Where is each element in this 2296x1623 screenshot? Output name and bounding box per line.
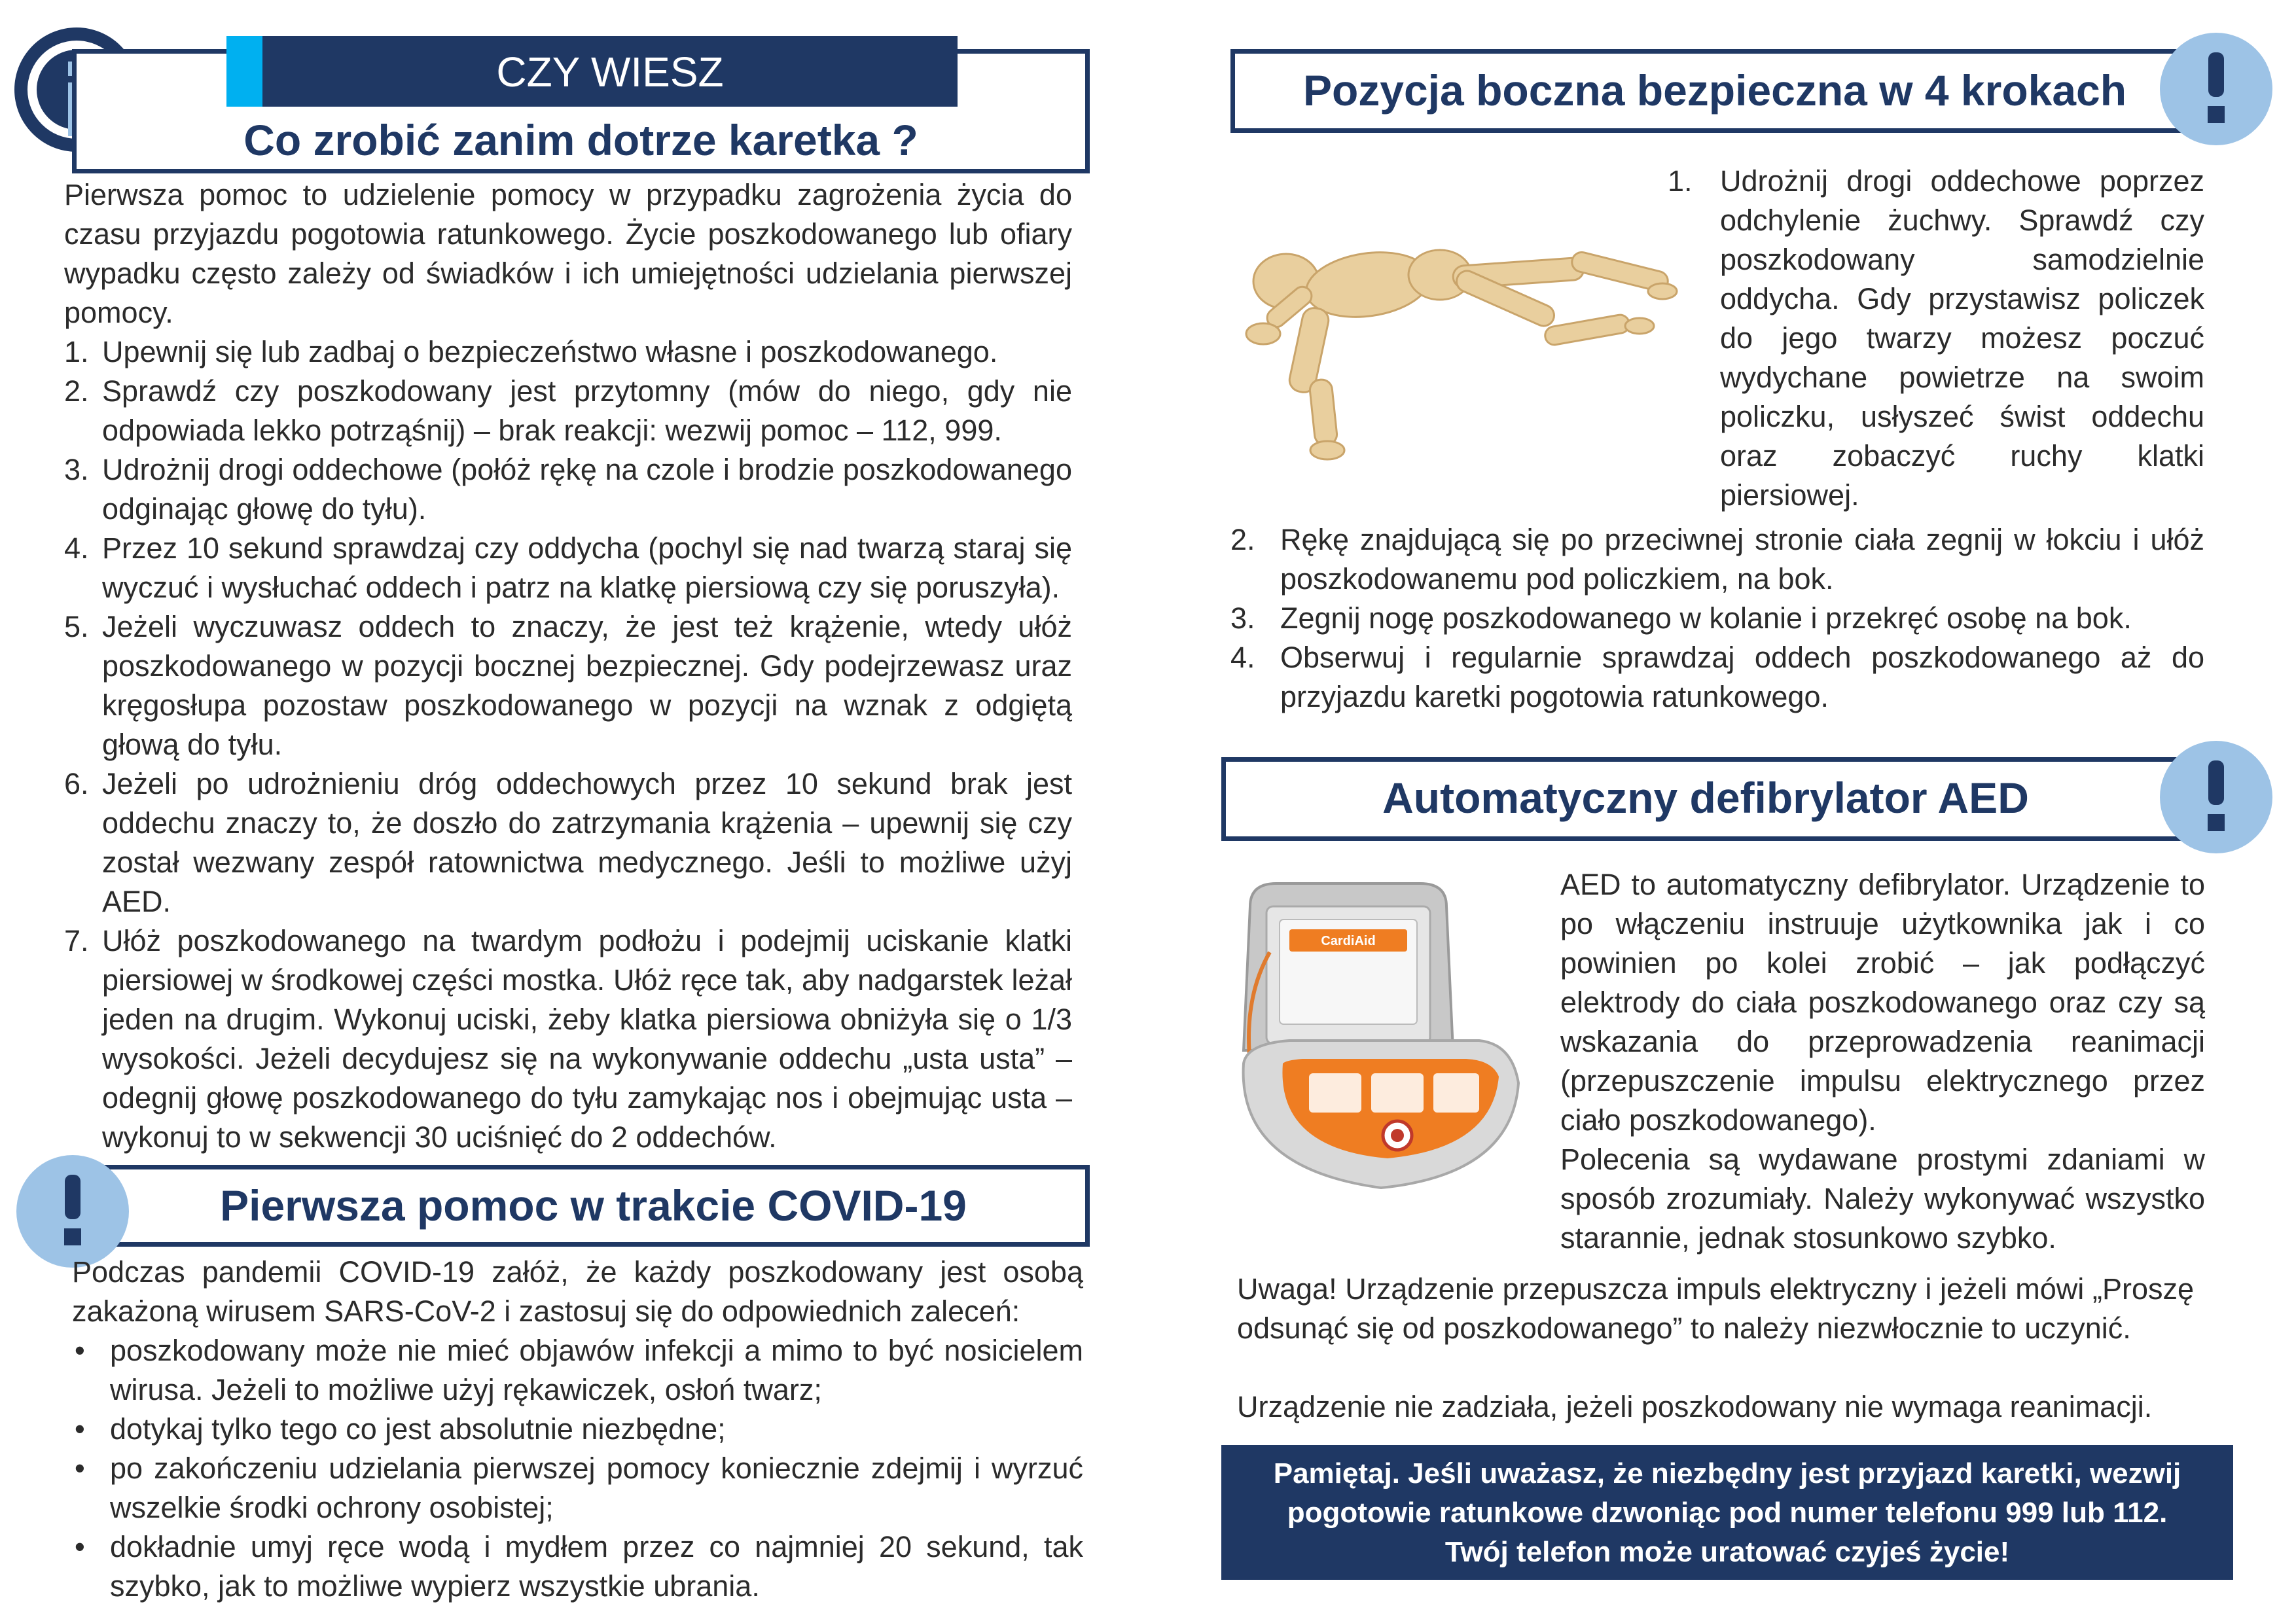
exclamation-icon xyxy=(16,1155,129,1268)
aed-note: Urządzenie nie zadziała, jeżeli poszkodowany nie wymaga reanimacji. xyxy=(1237,1390,2153,1423)
exclamation-icon xyxy=(2160,33,2272,145)
mannequin-image xyxy=(1237,209,1682,471)
list-item: 4. Obserwuj i regularnie sprawdzaj oddech poszkodowanego aż do przyjazdu karetki pogotowia ratunkowego. xyxy=(1230,641,2204,713)
covid-heading: Pierwsza pomoc w trakcie COVID-19 xyxy=(220,1181,967,1230)
recovery-step-1 xyxy=(1668,162,2204,515)
reminder-line-2: pogotowie ratunkowe dzwoniąc pod numer telefonu 999 lub 112. xyxy=(1287,1497,2168,1529)
list-item: 2. Rękę znajdującą się po przeciwnej stronie ciała zegnij w łokciu i ułóż poszkodowanemu pod policzkiem, na bok. xyxy=(1230,523,2204,596)
left-intro: Pierwsza pomoc to udzielenie pomocy w przypadku zagrożenia życia do czasu przyjazdu pogotowia ratunkowego. Życie poszkodowanego lub ofiary wypadku często zależy od świadków i ich umiejętności udzielania pierwszej pomocy. xyxy=(64,178,1072,329)
covid-intro: Podczas pandemii COVID-19 załóż, że każdy poszkodowany jest osobą zakażoną wirusem SARS-CoV-2 i zastosuj się do odpowiednich zaleceń: xyxy=(72,1255,1083,1328)
list-item: 6. Jeżeli po udrożnieniu dróg oddechowych przez 10 sekund brak jest oddechu znaczy to, że doszło do zatrzymania krążenia – upewnij się czy został wezwany zespół ratownictwa medycznego. Jeśli to możliwe użyj AED. xyxy=(64,767,1072,918)
covid-bullets xyxy=(72,1331,1083,1606)
aed-device-image xyxy=(1230,867,1525,1207)
reminder-line-3: Twój telefon może uratować czyjeś życie! xyxy=(1444,1536,2010,1568)
list-item: 3. Zegnij nogę poszkodowanego w kolanie i przekręć osobę na bok. xyxy=(1230,601,2132,635)
svg-text:CardiAid: CardiAid xyxy=(1321,934,1376,948)
list-item: • poszkodowany może nie mieć objawów infekcji a mimo to być nosicielem wirusa. Jeżeli to możliwe użyj rękawiczek, osłoń twarz; xyxy=(72,1331,1083,1410)
reminder-box xyxy=(1221,1445,2233,1580)
left-heading: Co zrobić zanim dotrze karetka ? xyxy=(243,116,918,164)
list-item: • dokładnie umyj ręce wodą i mydłem przez co najmniej 20 sekund, tak szybko, jak to możliwe wypierz wszystkie ubrania. xyxy=(72,1527,1083,1606)
list-item: 1. Udrożnij drogi oddechowe poprzez odchylenie żuchwy. Sprawdź czy poszkodowany samodzielnie oddycha. Gdy przystawisz policzek do jego twarzy możesz poczuć wydychane powietrze na swoim policzku, usłyszeć świst oddechu oraz zobaczyć ruchy klatki piersiowej. xyxy=(1668,164,2204,512)
banner-accent xyxy=(226,36,262,107)
recovery-steps xyxy=(1230,520,2204,717)
recovery-heading: Pozycja boczna bezpieczna w 4 krokach xyxy=(1302,66,2127,115)
list-item: 4. Przez 10 sekund sprawdzaj czy oddycha (pochyl się nad twarzą staraj się wyczuć i wysłuchać oddech i patrz na klatkę piersiową czy się poruszyła). xyxy=(64,531,1072,604)
aed-heading: Automatyczny defibrylator AED xyxy=(1382,774,2029,822)
left-steps xyxy=(64,332,1072,1157)
list-item: 5. Jeżeli wyczuwasz oddech to znaczy, że jest też krążenie, wtedy ułóż poszkodowanego w pozycji bocznej bezpiecznej. Gdy podejrzewasz uraz kręgosłupa pozostaw poszkodowanego w pozycji na wznak z odgiętą głową do tyłu. xyxy=(64,610,1072,761)
aed-text-1: AED to automatyczny defibrylator. Urządzenie to po włączeniu instruuje użytkownika jak i co powinien po kolei zrobić – jak podłączyć elektrody do ciała poszkodowanego oraz czy są wskazania do przeprowadzenia reanimacji (przepuszczenie impulsu elektrycznego przez ciało poszkodowanego). xyxy=(1560,868,2205,1137)
list-item: 2. Sprawdź czy poszkodowany jest przytomny (mów do niego, gdy nie odpowiada lekko potrząśnij) – brak reakcji: wezwij pomoc – 112, 999. xyxy=(64,374,1072,447)
aed-text-2: Polecenia są wydawane prostymi zdaniami w sposób zrozumiały. Należy wykonywać wszystko starannie, jednak stosunkowo szybko. xyxy=(1560,1143,2205,1255)
list-item: 7. Ułóż poszkodowanego na twardym podłożu i podejmij uciskanie klatki piersiowej w środkowej części mostka. Ułóż ręce tak, aby nadgarstek leżał jeden na drugim. Wykonuj uciski, żeby klatka piersiowa obniżyła się o 1/3 wysokości. Jeżeli decydujesz się na wykonywanie oddechu „usta usta” – odegnij głowę poszkodowanego do tyłu zamykając nos i obejmując usta – wykonuj to w sekwencji 30 uciśnięć do 2 oddechów. xyxy=(64,924,1072,1154)
reminder-line-1: Pamiętaj. Jeśli uważasz, że niezbędny jest przyjazd karetki, wezwij xyxy=(1273,1457,2181,1489)
aed-warning: Uwaga! Urządzenie przepuszcza impuls elektryczny i jeżeli mówi „Proszę odsunąć się od poszkodowanego” to należy niezwłocznie to uczynić. xyxy=(1237,1272,2194,1345)
list-item: 1. Upewnij się lub zadbaj o bezpieczeństwo własne i poszkodowanego. xyxy=(64,335,998,368)
exclamation-icon xyxy=(2160,741,2272,853)
list-item: • po zakończeniu udzielania pierwszej pomocy koniecznie zdejmij i wyrzuć wszelkie środki ochrony osobistej; xyxy=(72,1449,1083,1527)
banner-text: CZY WIESZ xyxy=(496,48,724,96)
list-item: 3. Udrożnij drogi oddechowe (połóż rękę na czole i brodzie poszkodowanego odginając głowę do tyłu). xyxy=(64,453,1072,526)
list-item: • dotykaj tylko tego co jest absolutnie niezbędne; xyxy=(72,1410,1083,1449)
